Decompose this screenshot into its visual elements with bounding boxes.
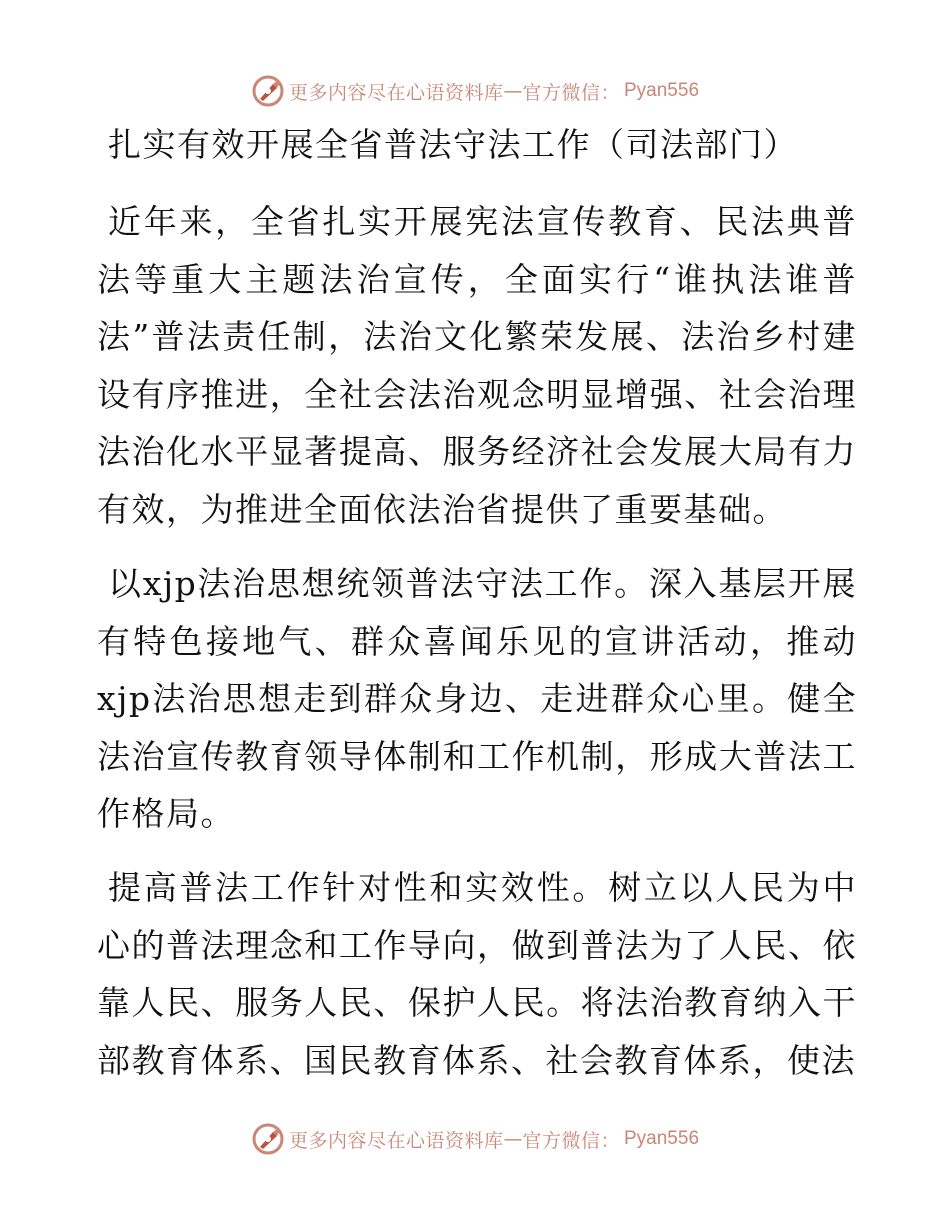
watermark-wechat-label: 官方微信： [522,81,620,104]
pen-logo-icon [251,74,285,108]
paragraph-1: 近年来，全省扎实开展宪法宣传教育、民法典普法等重大主题法治宣传，全面实行“谁执法谁普法”普法责任制，法治文化繁荣发展、法治乡村建设有序推进，全社会法治观念明显增强、社会治理法治化水平显著提高、服务经济社会发展大局有力有效，为推进全面依法治省提供了重要基础。 [97,202,857,529]
document-title: 扎实有效开展全省普法守法工作（司法部门） [108,125,798,164]
watermark-header [0,73,950,109]
watermark-footer [0,1121,950,1157]
pen-logo-icon [251,1122,285,1156]
watermark-wechat-id: Pyan556 [624,1128,700,1149]
watermark-wechat-id: Pyan556 [624,80,700,101]
paragraph-2: 以xjp法治思想统领普法守法工作。深入基层开展有特色接地气、群众喜闻乐见的宣讲活动，推动xjp法治思想走到群众身边、走进群众心里。健全法治宣传教育领导体制和工作机制，形成大普法工作格局。 [97,564,857,833]
watermark-wechat-label: 官方微信： [522,1129,620,1152]
watermark-text: 更多内容尽在心语资料库 [288,1129,504,1152]
watermark-text: 更多内容尽在心语资料库 [288,81,504,104]
watermark-separator: — [503,80,523,102]
watermark-separator: — [503,1128,523,1150]
paragraph-3: 提高普法工作针对性和实效性。树立以人民为中心的普法理念和工作导向，做到普法为了人民、依靠人民、服务人民、保护人民。将法治教育纳入干部教育体系、国民教育体系、社会教育体系，使法 [97,868,857,1080]
